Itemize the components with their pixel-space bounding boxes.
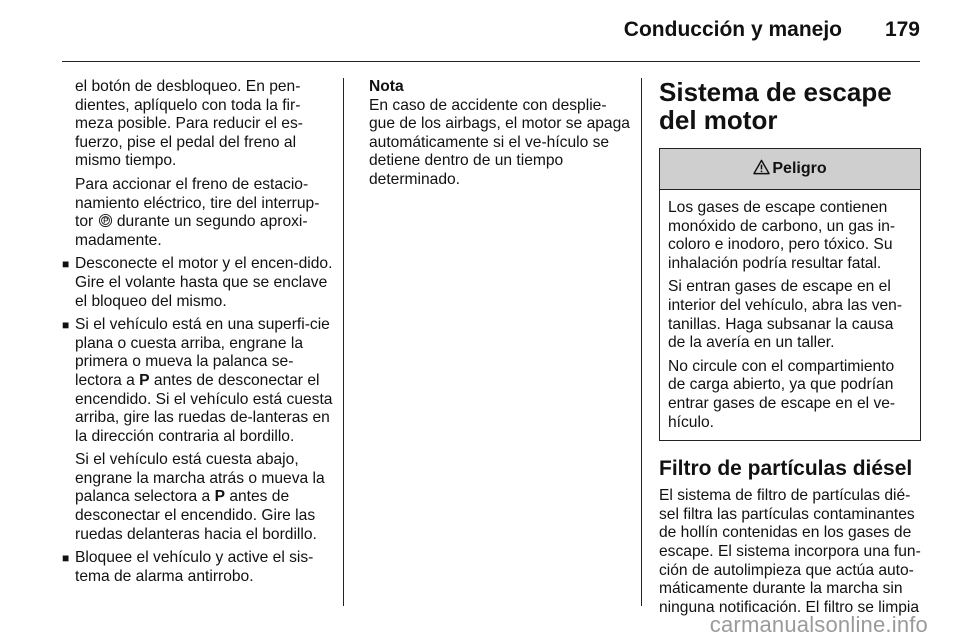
warning-paragraph: No circule con el compartimiento de carga abierto, ya que podrían entrar gases de escape en el ve-hículo. (668, 357, 896, 431)
note-text: En caso de accidente con desplie-gue de los airbags, el motor se apaga automáticamente si el ve-hículo se detiene dentro de un tiempo determinado. (369, 96, 630, 188)
sub-paragraph: Si el vehículo está cuesta abajo, engrane la marcha atrás o mueva la palanca selectora a P antes de desconectar el encendido. Gire las ruedas delanteras hacia el bordillo. (75, 451, 325, 543)
bullet-icon: ■ (62, 257, 70, 272)
subsection-paragraph: El sistema de filtro de partículas dié-sel filtra las partículas contaminantes de hollín contenidas en los gases de escape. El sistema incorpora una fun-ción de autolimpieza que actúa auto-máticamente durante la marcha sin ninguna notificación. El filtro se limpia (659, 487, 921, 616)
chapter-title: Conducción y manejo (623, 18, 842, 41)
warning-paragraph: Los gases de escape contienen monóxido de carbono, un gas in-coloro e inodoro, pero tóxico. Su inhalación podría resultar fatal. (668, 199, 896, 272)
list-item: ■ Bloquee el vehículo y active el sis-tema de alarma antirrobo. (62, 549, 314, 585)
header-rule (62, 61, 920, 62)
column-divider-left (343, 78, 344, 606)
continuation-paragraph: el botón de desbloqueo. En pen-dientes, aplíquelo con toda la fir-meza posible. Para reducir el es-fuerzo, pise el pedal del freno al mismo tiempo. (75, 78, 303, 170)
column-right (659, 78, 921, 617)
warning-body (660, 190, 920, 440)
warning-triangle-icon (753, 159, 770, 175)
warning-title: Peligro (772, 160, 827, 177)
subsection-title: Filtro de partículas diésel (659, 457, 913, 481)
section-title: Sistema de escape del motor (659, 77, 892, 135)
note-title: Nota (369, 78, 404, 95)
parking-brake-icon (98, 213, 113, 228)
warning-paragraph: Si entran gases de escape en el interior del vehículo, abra las ven-tanillas. Haga subsanar la causa de la avería en un taller. (668, 278, 903, 352)
parking-brake-paragraph: Para accionar el freno de estacio-namiento eléctrico, tire del interrup-tor durante un segundo aproxi-madamente. (75, 175, 320, 249)
warning-header (660, 149, 920, 190)
watermark: carmanualsonline.info (709, 612, 928, 637)
column-middle (369, 78, 631, 190)
page-header (0, 0, 960, 60)
list-item: ■ Desconecte el motor y el encen-dido. Gire el volante hasta que se enclave el bloqueo del mismo. (62, 255, 333, 310)
list-item: ■ Si el vehículo está en una superfi-cie plana o cuesta arriba, engrane la primera o mueva la palanca se-lectora a P antes de desconectar el encendido. Si el vehículo está cuesta arriba, gire las ruedas de-lanteras en la dirección contraria al bordillo. (62, 316, 333, 445)
column-divider-right (641, 78, 642, 606)
warning-box (659, 148, 921, 441)
bullet-icon: ■ (62, 318, 70, 333)
column-left (62, 78, 334, 591)
bullet-icon: ■ (62, 551, 70, 566)
page-number: 179 (884, 18, 920, 41)
